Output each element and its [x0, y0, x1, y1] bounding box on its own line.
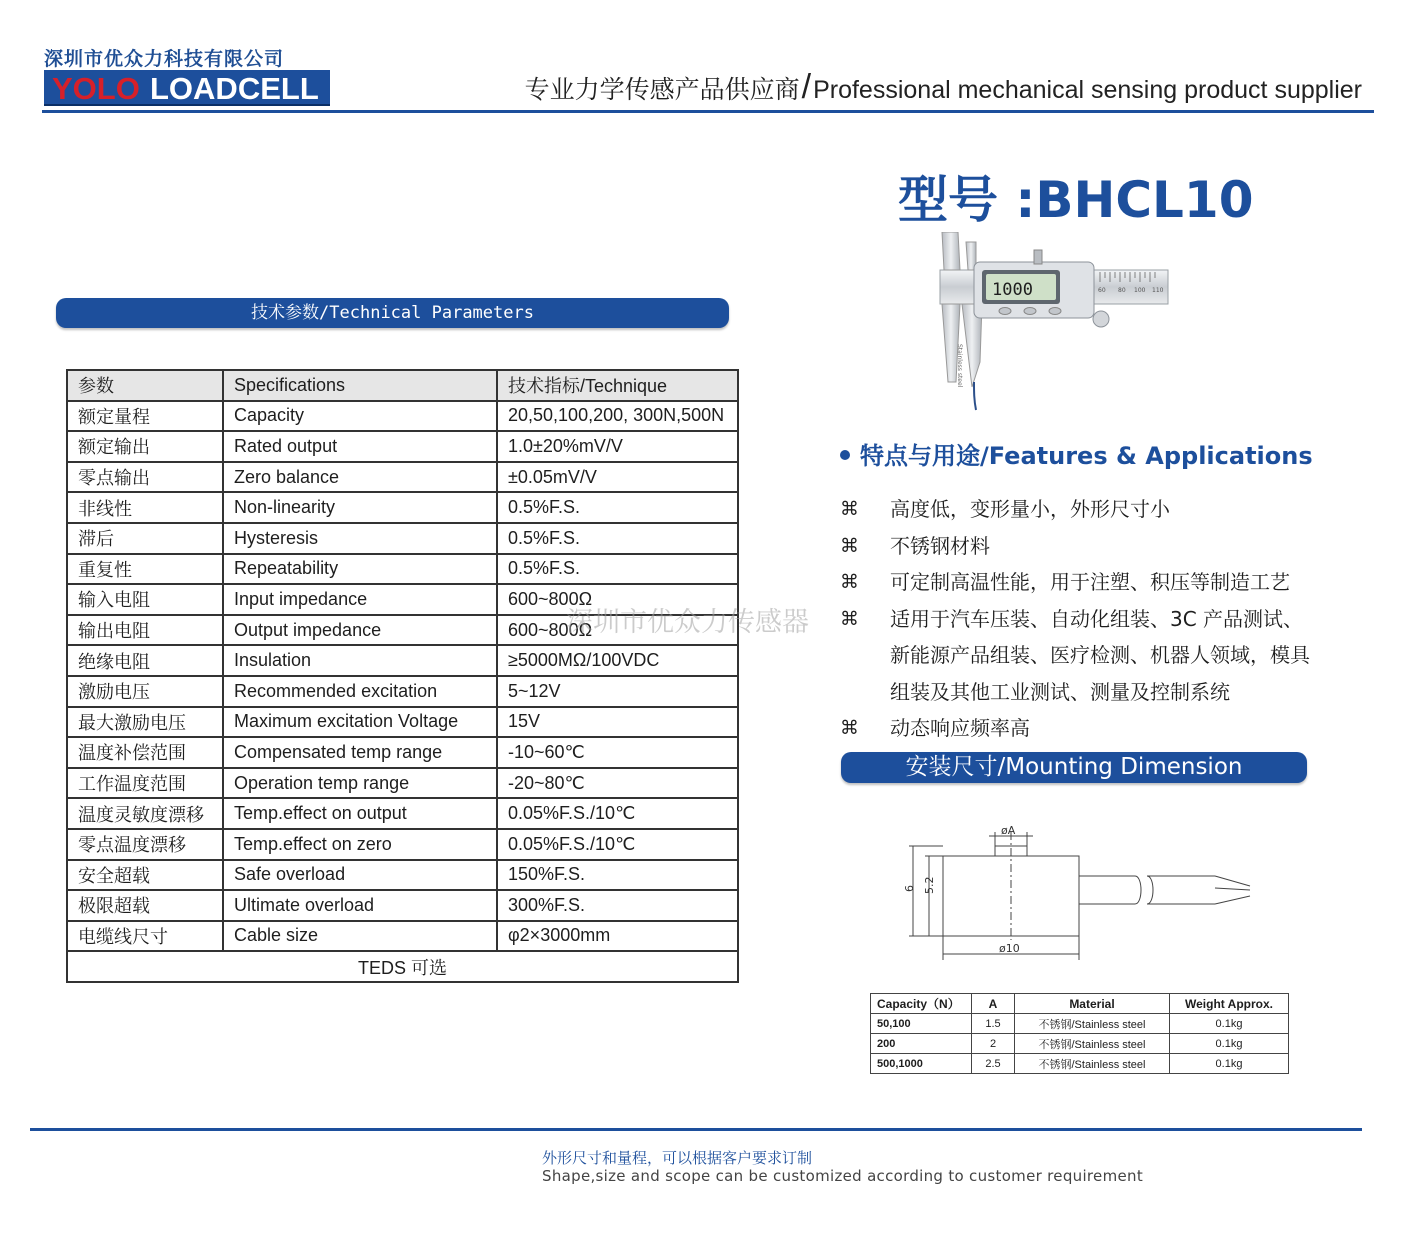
spec-cell: 工作温度范围 [67, 768, 223, 799]
spec-row [67, 798, 738, 829]
feature-item [840, 637, 1360, 674]
feature-item [840, 601, 1360, 638]
material-cell: 0.1kg [1170, 1054, 1289, 1074]
spec-cell: Compensated temp range [223, 737, 497, 768]
spec-row [67, 492, 738, 523]
feature-text: 高度低，变形量小，外形尺寸小 [890, 497, 1170, 521]
spec-cell: φ2×3000mm [497, 921, 738, 952]
material-cell: 不锈钢/Stainless steel [1015, 1054, 1170, 1074]
spec-cell: Maximum excitation Voltage [223, 707, 497, 738]
material-cell: 2 [972, 1034, 1015, 1054]
material-cell: 50,100 [871, 1014, 972, 1034]
feature-text: 可定制高温性能，用于注塑、积压等制造工艺 [890, 570, 1290, 594]
spec-cell: 0.5%F.S. [497, 554, 738, 585]
spec-cell: Zero balance [223, 462, 497, 493]
features-title [840, 436, 1313, 471]
spec-header-row [67, 370, 738, 401]
watermark: 深圳市优众力传感器 [566, 607, 809, 638]
spec-row [67, 645, 738, 676]
dim-label-diameter: ø10 [999, 942, 1020, 955]
spec-row [67, 707, 738, 738]
footer-divider [30, 1128, 1362, 1131]
spec-cell: Operation temp range [223, 768, 497, 799]
spec-cell: Ultimate overload [223, 890, 497, 921]
material-cell: 0.1kg [1170, 1014, 1289, 1034]
feature-text: 不锈钢材料 [890, 533, 990, 558]
caliper-display-value: 1000 [992, 280, 1033, 300]
tech-params-section-title: 技术参数/Technical Parameters [56, 298, 729, 328]
spec-cell: 600~800Ω [497, 615, 738, 646]
spec-cell: 温度补偿范围 [67, 737, 223, 768]
spec-cell: Insulation [223, 645, 497, 676]
company-logo [44, 70, 330, 106]
command-bullet-icon: ⌘ [840, 717, 859, 739]
spec-cell: 0.05%F.S./10℃ [497, 829, 738, 860]
spec-cell: Cable size [223, 921, 497, 952]
model-title: 型号 :BHCL10 [898, 171, 1254, 229]
material-header-cell: Weight Approx. [1170, 994, 1289, 1014]
spec-cell: 0.05%F.S./10℃ [497, 798, 738, 829]
feature-text: 动态响应频率高 [890, 716, 1030, 740]
spec-cell: 0.5%F.S. [497, 492, 738, 523]
spec-cell: 激励电压 [67, 676, 223, 707]
spec-cell: Repeatability [223, 554, 497, 585]
spec-cell: Hysteresis [223, 523, 497, 554]
spec-cell: 极限超载 [67, 890, 223, 921]
material-cell: 不锈钢/Stainless steel [1015, 1034, 1170, 1054]
spec-row [67, 829, 738, 860]
tagline-en: Professional mechanical sensing product supplier [813, 76, 1362, 104]
spec-cell: 600~800Ω [497, 584, 738, 615]
spec-cell: 300%F.S. [497, 890, 738, 921]
material-cell: 2.5 [972, 1054, 1015, 1074]
spec-cell: 输出电阻 [67, 615, 223, 646]
material-header-row [871, 994, 1289, 1014]
spec-row [67, 401, 738, 432]
spec-cell: -20~80℃ [497, 768, 738, 799]
spec-row [67, 431, 738, 462]
caliper-body-text: Stainless steel [956, 344, 963, 388]
spec-cell: 输入电阻 [67, 584, 223, 615]
spec-cell: Capacity [223, 401, 497, 432]
spec-cell: Temp.effect on output [223, 798, 497, 829]
feature-item [840, 674, 1360, 711]
spec-cell: 绝缘电阻 [67, 645, 223, 676]
header-tagline [525, 68, 1362, 107]
spec-row [67, 768, 738, 799]
spec-cell: 重复性 [67, 554, 223, 585]
spec-cell: 20,50,100,200, 300N,500N [497, 401, 738, 432]
spec-cell: Output impedance [223, 615, 497, 646]
footer-note-cn: 外形尺寸和量程，可以根据客户要求订制 [542, 1149, 813, 1167]
spec-cell: Rated output [223, 431, 497, 462]
spec-cell: Recommended excitation [223, 676, 497, 707]
spec-header-cell: Specifications [223, 370, 497, 401]
spec-cell: Input impedance [223, 584, 497, 615]
spec-cell: Non-linearity [223, 492, 497, 523]
spec-row [67, 462, 738, 493]
spec-row [67, 737, 738, 768]
teds-note: TEDS 可选 [67, 951, 738, 982]
spec-cell: 0.5%F.S. [497, 523, 738, 554]
spec-cell: Temp.effect on zero [223, 829, 497, 860]
logo-loadcell-text: LOADCELL [150, 71, 319, 106]
spec-cell: ±0.05mV/V [497, 462, 738, 493]
spec-cell: 零点输出 [67, 462, 223, 493]
spec-cell: 额定输出 [67, 431, 223, 462]
command-bullet-icon: ⌘ [840, 534, 859, 557]
command-bullet-icon: ⌘ [840, 607, 859, 630]
tagline-cn: 专业力学传感产品供应商 [524, 76, 800, 104]
spec-cell: Safe overload [223, 860, 497, 891]
material-row [871, 1034, 1289, 1054]
scale-label: 80 [1118, 287, 1126, 294]
material-cell: 500,1000 [871, 1054, 972, 1074]
scale-label: 110 [1152, 287, 1164, 294]
spec-cell: ≥5000MΩ/100VDC [497, 645, 738, 676]
footer-note-en: Shape,size and scope can be customized according to customer requirement [542, 1167, 1144, 1185]
features-title-text: 特点与用途/Features & Applications [860, 442, 1313, 470]
material-row [871, 1014, 1289, 1034]
logo-yolo-text: YOLO [52, 71, 140, 106]
spec-cell: 最大激励电压 [67, 707, 223, 738]
material-table [870, 993, 1289, 1074]
spec-row [67, 523, 738, 554]
spec-cell: 5~12V [497, 676, 738, 707]
material-cell: 不锈钢/Stainless steel [1015, 1014, 1170, 1034]
header-divider [42, 110, 1374, 113]
company-name-cn: 深圳市优众力科技有限公司 [44, 48, 285, 70]
material-cell: 200 [871, 1034, 972, 1054]
spec-row [67, 676, 738, 707]
spec-cell: 零点温度漂移 [67, 829, 223, 860]
spec-row [67, 860, 738, 891]
tagline-separator: / [801, 68, 812, 106]
spec-cell: 安全超载 [67, 860, 223, 891]
feature-text: 新能源产品组装、医疗检测、机器人领域，模具 [890, 643, 1310, 667]
scale-label: 100 [1134, 287, 1146, 294]
feature-item [840, 564, 1360, 601]
spec-cell: 1.0±20%mV/V [497, 431, 738, 462]
spec-header-cell: 参数 [67, 370, 223, 401]
material-header-cell: A [972, 994, 1015, 1014]
spec-cell: 电缆线尺寸 [67, 921, 223, 952]
spec-row [67, 890, 738, 921]
material-cell: 1.5 [972, 1014, 1015, 1034]
spec-row [67, 554, 738, 585]
scale-label: 60 [1098, 287, 1106, 294]
spec-cell: 滞后 [67, 523, 223, 554]
dim-label-dia-a: øA [1001, 824, 1016, 837]
mounting-dimension-drawing [885, 820, 1265, 970]
features-list [840, 491, 1360, 747]
spec-cell: 额定量程 [67, 401, 223, 432]
spec-row [67, 921, 738, 952]
feature-item [840, 491, 1360, 528]
spec-cell: 非线性 [67, 492, 223, 523]
spec-table [66, 369, 739, 983]
feature-text: 适用于汽车压装、自动化组装、3C 产品测试、 [890, 606, 1304, 631]
feature-text: 组装及其他工业测试、测量及控制系统 [890, 679, 1230, 704]
spec-cell: 150%F.S. [497, 860, 738, 891]
feature-item [840, 528, 1360, 565]
command-bullet-icon: ⌘ [840, 498, 859, 520]
material-header-cell: Capacity（N） [871, 994, 972, 1014]
spec-cell: 15V [497, 707, 738, 738]
dim-label-height-body: 5.2 [923, 876, 936, 894]
feature-item [840, 710, 1360, 747]
command-bullet-icon: ⌘ [840, 571, 859, 593]
spec-footer-row [67, 951, 738, 982]
dim-label-height-total: 6 [903, 885, 916, 892]
material-row [871, 1054, 1289, 1074]
spec-header-cell: 技术指标/Technique [497, 370, 738, 401]
caliper-product-photo [930, 232, 1180, 412]
material-cell: 0.1kg [1170, 1034, 1289, 1054]
bullet-dot-icon [840, 450, 850, 460]
spec-cell: -10~60℃ [497, 737, 738, 768]
mounting-section-title: 安装尺寸/Mounting Dimension [841, 752, 1307, 783]
material-header-cell: Material [1015, 994, 1170, 1014]
spec-cell: 温度灵敏度漂移 [67, 798, 223, 829]
